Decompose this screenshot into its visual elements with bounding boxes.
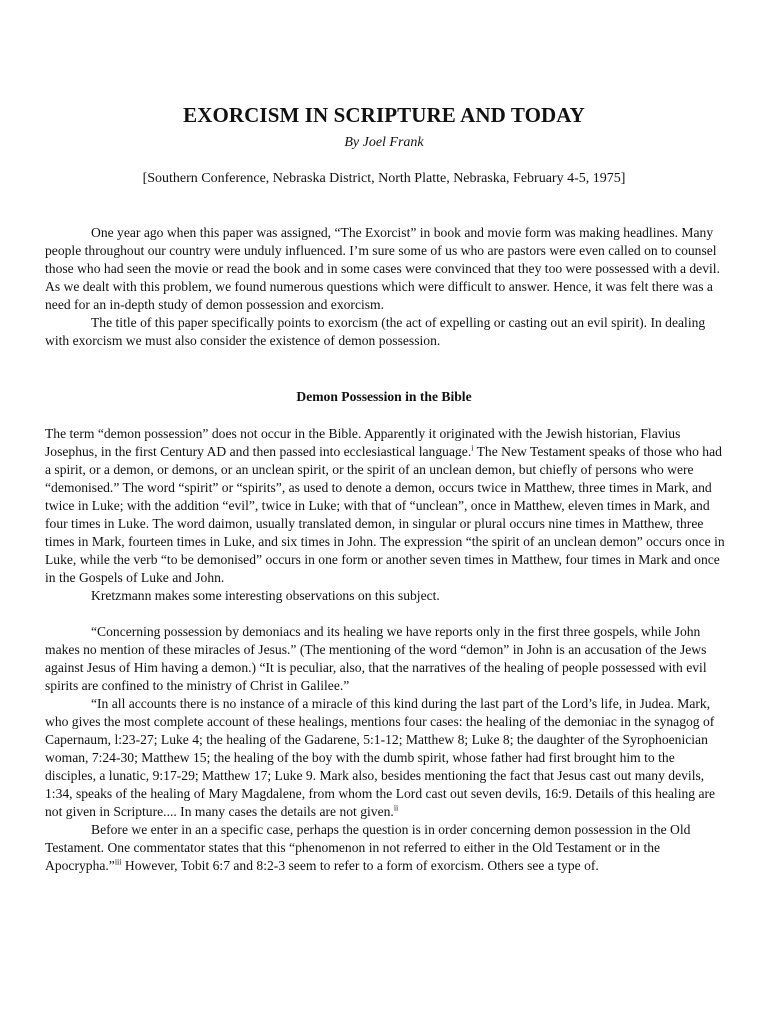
conference-line: [Southern Conference, Nebraska District, North Platte, Nebraska, February 4-5, 1975] [142,171,626,186]
intro-paragraph-1: One year ago when this paper was assigned, “The Exorcist” in book and movie form was making headlines. Many people throughout our country were unduly influenced. I’m sure some of us who are pastors were even called on to counsel those who had seen the movie or read the book and in some cases were convinced that they too were possessed with a devil. As we dealt with this problem, we found numerous questions which were difficult to answer. Hence, it was felt there was a need for an in-depth study of demon possession and exorcism. [45,225,720,312]
section-paragraph-1-text-b: The New Testament speaks of those who had a spirit, or a demon, or demons, or an unclean spirit, or the spirit of an unclean demon, but chiefly of persons who were “demonised.” The word “spirit” or “spirits”, as used to denote a demon, occurs twice in Matthew, three times in Mark, and twice in Luke; with the addition “evil”, twice in Luke; with that of “unclean”, once in Matthew, eleven times in Mark, and four times in Luke. The word daimon, usually translated demon, in singular or plural occurs nine times in Matthew, three times in Mark, fourteen times in Luke, and six times in John. The expression “the spirit of an unclean demon” occurs once in Luke, while the verb “to be demonised” occurs in one form or another seven times in Matthew, four times in Mark and once in the Gospels of Luke and John. [45,444,725,585]
demon-possession-section [45,425,725,875]
footnote-marker-1: i [471,443,474,453]
intro-paragraph-2: The title of this paper specifically points to exorcism (the act of expelling or casting out an evil spirit). In dealing with exorcism we must also consider the existence of demon possession. [45,315,706,348]
quote-paragraph-1: “Concerning possession by demoniacs and its healing we have reports only in the first three gospels, while John makes no mention of these miracles of Jesus.” (The mentioning of the word “demon” in John is an accusation of the Jews against Jesus of Him having a demon.) “It is peculiar, also, that the narratives of the healing of people possessed with evil spirits are confined to the ministry of Christ in Galilee.” [45,624,707,693]
document-title: EXORCISM IN SCRIPTURE AND TODAY [183,103,585,127]
section-paragraph-2: Kretzmann makes some interesting observations on this subject. [91,588,440,603]
section-paragraph-1-text-a: The term “demon possession” does not occur in the Bible. Apparently it originated with the Jewish historian, Flavius Josephus, in the first Century AD and then passed into ecclesiastical language. [45,426,681,459]
quote-paragraph-2 [45,695,725,821]
section-paragraph-1 [45,425,725,587]
section-paragraph-3 [45,821,725,875]
section-paragraph-3-text-a: Before we enter in an a specific case, perhaps the question is in order concerning demon possession in the Old Testament. One commentator states that this “phenomenon in not referred to either in the Old Testament or in the Apocrypha.” [45,822,691,873]
intro-section [45,224,725,350]
footnote-marker-2: ii [393,803,399,813]
section-heading: Demon Possession in the Bible [296,389,472,404]
document-author: By Joel Frank [344,135,424,150]
section-paragraph-3-text-b: However, Tobit 6:7 and 8:2-3 seem to refer to a form of exorcism. Others see a type of. [121,858,599,873]
quote-paragraph-2-text: “In all accounts there is no instance of a miracle of this kind during the last part of the Lord’s life, in Judea. Mark, who gives the most complete account of these healings, mentions four cases: the healing of the demoniac in the synagog of Capernaum, l:23-27; Luke 4; the healing of the Gadarene, 5:1-12; Matthew 8; Luke 8; the daughter of the Syrophoenician woman, 7:24-30; Matthew 15; the healing of the boy with the dumb spirit, whose father had first brought him to the disciples, a lunatic, 9:17-29; Matthew 17; Luke 9. Mark also, besides mentioning the fact that Jesus cast out many devils, 1:34, speaks of the healing of Mary Magdalene, from whom the Lord cast out seven devils, 16:9. Details of this healing are not given in Scripture.... In many cases the details are not given. [45,696,716,819]
footnote-marker-3: iii [114,857,122,867]
